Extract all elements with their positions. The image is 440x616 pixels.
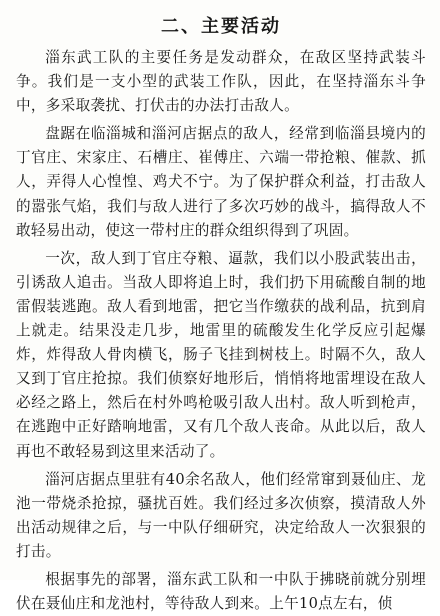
paragraph-4: 淄河店据点里驻有40余名敌人，他们经常窜到聂仙庄、龙池一带烧杀抢掠，骚扰百姓。我们经过多次侦察，摸清敌人外出活动规律之后，与一中队仔细研究，决定给敌人一次狠狠的打击。 [16,470,426,560]
paragraph-3: 一次，敌人到丁官庄夺粮、逼款，我们以小股武装出击，引诱敌人追击。当敌人即将追上时，我们扔下用硫酸自制的地雷假装逃跑。敌人看到地雷，把它当作缴获的战利品，抗到肩上就走。结果没走几步，地雷里的硫酸发生化学反应引起爆炸，炸得敌人骨肉横飞，肠子飞挂到树枝上。时隔不久，敌人又到丁官庄抢掠。我们侦察好地形后，悄悄将地雷埋设在敌人必经之路上，然后在村外鸣枪吸引敌人出村。敌人听到枪声，在逃跑中正好踏响地雷，又有几个敌人丧命。从此以后，敌人再也不敢轻易到这里来活动了。 [16,249,426,460]
paragraph-5: 根据事先的部署，淄东武工队和一中队于拂晓前就分别埋伏在聂仙庄和龙池村，等待敌人到来。上午10点左右，侦 [16,570,426,613]
section-heading: 二、主要活动 [161,16,281,37]
paragraph-2: 盘踞在临淄城和淄河店据点的敌人，经常到临淄县境内的丁官庄、宋家庄、石槽庄、崔傅庄、六端一带抢粮、催款、抓人，弄得人心惶惶、鸡犬不宁。为了保护群众利益，打击敌人的嚣张气焰，我们与敌人进行了多次巧妙的战斗，搞得敌人不敢轻易出动，使这一带村庄的群众组织得到了巩固。 [16,125,426,239]
paragraph-1: 淄东武工队的主要任务是发动群众，在敌区坚持武装斗争。我们是一支小型的武装工作队，因此，在坚持淄东斗争中，多采取袭扰、打伏击的办法打击敌人。 [16,49,426,115]
